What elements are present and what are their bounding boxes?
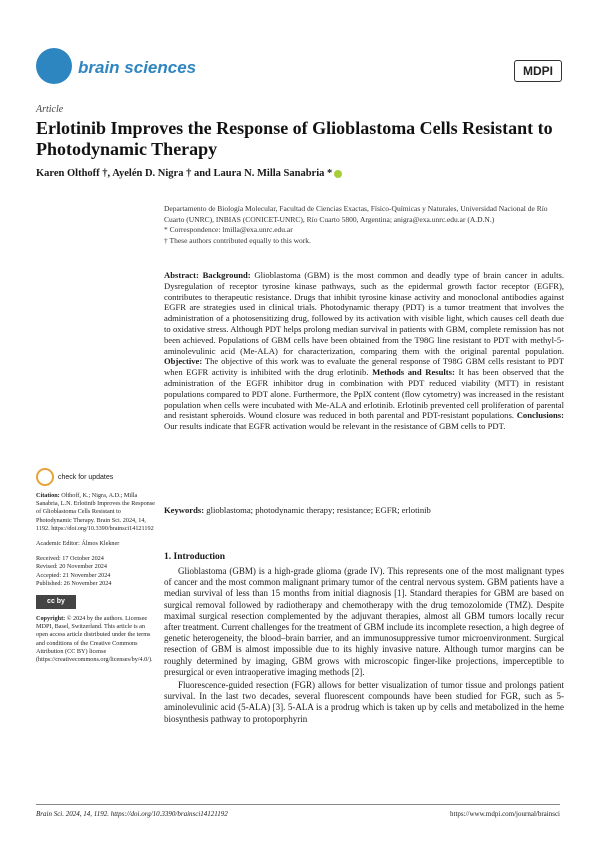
sidebar: [36, 492, 156, 671]
publisher-logo[interactable]: MDPI: [514, 60, 562, 82]
published-date: Published: 26 November 2024: [36, 579, 112, 587]
objective-text: The objective of this work was to evaluate the general response of T98G GBM cells resistant to PDT when EGFR activity is inhibited with the drug erlotinib.: [164, 356, 564, 378]
keywords-label: Keywords:: [164, 505, 205, 515]
author-list: [36, 168, 342, 179]
copyright: [36, 615, 156, 664]
correspondence: * Correspondence: lmilla@exa.unrc.edu.ar: [164, 225, 293, 234]
conclusions-label: Conclusions:: [516, 410, 564, 421]
footer-journal-link[interactable]: https://www.mdpi.com/journal/brainsci: [450, 810, 560, 818]
affiliations: [164, 204, 564, 246]
cc-license-icon[interactable]: cc by: [36, 595, 76, 609]
conclusions-text: Our results indicate that EGFR activation would be relevant in the resistance of GBM cells to PDT.: [164, 421, 506, 432]
keywords-text: glioblastoma; photodynamic therapy; resistance; EGFR; erlotinib: [206, 505, 431, 515]
background-text: Glioblastoma (GBM) is the most common and deadly type of brain cancer in adults. Dysregulation of receptor tyrosine kinase pathways, such as the epidermal growth factor receptor (EGFR), contributes to therapeutic resistance. Drugs that inhibit tyrosine kinase activity and monoclonal antibodies against EGFR are strategies used in clinical trials. Photodynamic therapy (PDT) is a tumor treatment that involves the administration of a photosensitizing drug, followed by its activation with visible light, which causes cell death due to oxidative stress. Although PDT helps prolong median survival in patients with GBM, complete remission has not been achieved. Populations of GBM cells have been obtained from the T98G line resistant to PDT with methyl-5-aminolevulinic acid (Me-ALA) for characterization, comparing them with the original parental population.: [164, 270, 564, 356]
intro-paragraph-2: Fluorescence-guided resection (FGR) allows for better visualization of tumor tissue and prolongs patient survival. In the last two decades, several fluorescent compounds have been studied for FGR, such as 5-aminolevulinic acid (5-ALA) [3]. 5-ALA is a prodrug which is taken up by cells and metabolized in the heme biosynthesis pathway to protoporphyrin: [164, 680, 564, 724]
citation-label: Citation:: [36, 492, 60, 499]
footer-citation[interactable]: Brain Sci. 2024, 14, 1192. https://doi.org/10.3390/brainsci14121192: [36, 810, 228, 818]
objective-label: Objective:: [164, 356, 203, 367]
academic-editor: Academic Editor: Álmos Klekner: [36, 540, 120, 548]
accepted-date: Accepted: 21 November 2024: [36, 571, 111, 579]
introduction: [164, 566, 564, 727]
article-type: Article: [36, 104, 64, 115]
copyright-label: Copyright:: [36, 615, 66, 623]
journal-logo: [36, 48, 72, 84]
journal-name[interactable]: brain sciences: [78, 58, 197, 77]
check-icon: [36, 468, 54, 486]
section-heading: 1. Introduction: [164, 552, 226, 562]
paper-title: Erlotinib Improves the Response of Glioblastoma Cells Resistant to Photodynamic Therapy: [36, 118, 553, 159]
citation-text: Olthoff, K.; Nigra, A.D.; Milla Sanabria, L.N. Erlotinib Improves the Response of Glioblastoma Cells Resistant to Photodynamic Therapy. Brain Sci. 2024, 14, 1192. https://doi.org/10.3390/brainsci14121192: [36, 492, 155, 532]
citation: [36, 492, 156, 533]
keywords: [164, 505, 564, 515]
intro-paragraph-1: Glioblastoma (GBM) is a high-grade glioma (grade IV). This represents one of the most malignant types of cancer and the most common malignant primary tumor of the central nervous system. GBM patients have a median survival of less than 15 months from initial diagnosis [1]. Standard therapies for GBM are based on surgical removal followed by radiotherapy and chemotherapy with the drug temozolomide (TMZ). Despite maximal surgical resection complemented by the adjuvant therapies, almost all GBM tumors locally recur after treatment. Current challenges for the treatment of GBM include its incomplete resection, a high degree of genetic heterogeneity, the blood–brain barrier, and an immunosuppressive tumor microenvironment. Surgical resection of GBM is almost impossible due to its highly invasive nature. Although tumor margins can be roughly determined by imaging, GBM grows with microscopic finger-like projections, imperceptible to presurgical or even intraoperative imaging methods [2].: [164, 566, 564, 677]
copyright-text: © 2024 by the authors. Licensee MDPI, Basel, Switzerland. This article is an open access article distributed under the terms and conditions of the Creative Commons Attribution (CC BY) license (https://creativecommons.org/licenses/by/4.0/).: [36, 615, 153, 664]
revised-date: Revised: 20 November 2024: [36, 563, 107, 571]
methods-label: Methods and Results:: [372, 367, 455, 378]
abstract: [164, 270, 564, 432]
check-updates-badge[interactable]: [36, 468, 113, 486]
footer-divider: [36, 804, 560, 805]
received-date: Received: 17 October 2024: [36, 555, 104, 563]
abstract-label: Abstract:: [164, 270, 199, 280]
methods-text: It has been observed that the administration of the EGFR inhibitor drug in combination with PDT reduced viability (MTT) in resistant populations compared to PDT alone. Furthermore, the PpIX content (flow cytometry) was increased in the resistant population when cells were incubated with Me-ALA and erlotinib. Erlotinib prevented cell proliferation of parental and resistant spheroids. Wound closure was reduced in both parental and PDT-resistant populations.: [164, 367, 564, 421]
background-label: Background:: [202, 270, 251, 280]
affiliation-dept: Departamento de Biología Molecular, Facultad de Ciencias Exactas, Físico-Químicas y Naturales, Universidad Nacional de Río Cuarto (UNRC), INBIAS (CONICET-UNRC), Río Cuarto 5800, Argentina; anigra@exa.unrc.edu.ar (A.D.N.): [164, 204, 548, 224]
check-updates-label: check for updates: [58, 473, 114, 481]
authors-text: Karen Olthoff †, Ayelén D. Nigra † and Laura N. Milla Sanabria *: [36, 168, 333, 179]
orcid-icon[interactable]: [334, 170, 342, 178]
equal-contribution: † These authors contributed equally to this work.: [164, 235, 311, 245]
